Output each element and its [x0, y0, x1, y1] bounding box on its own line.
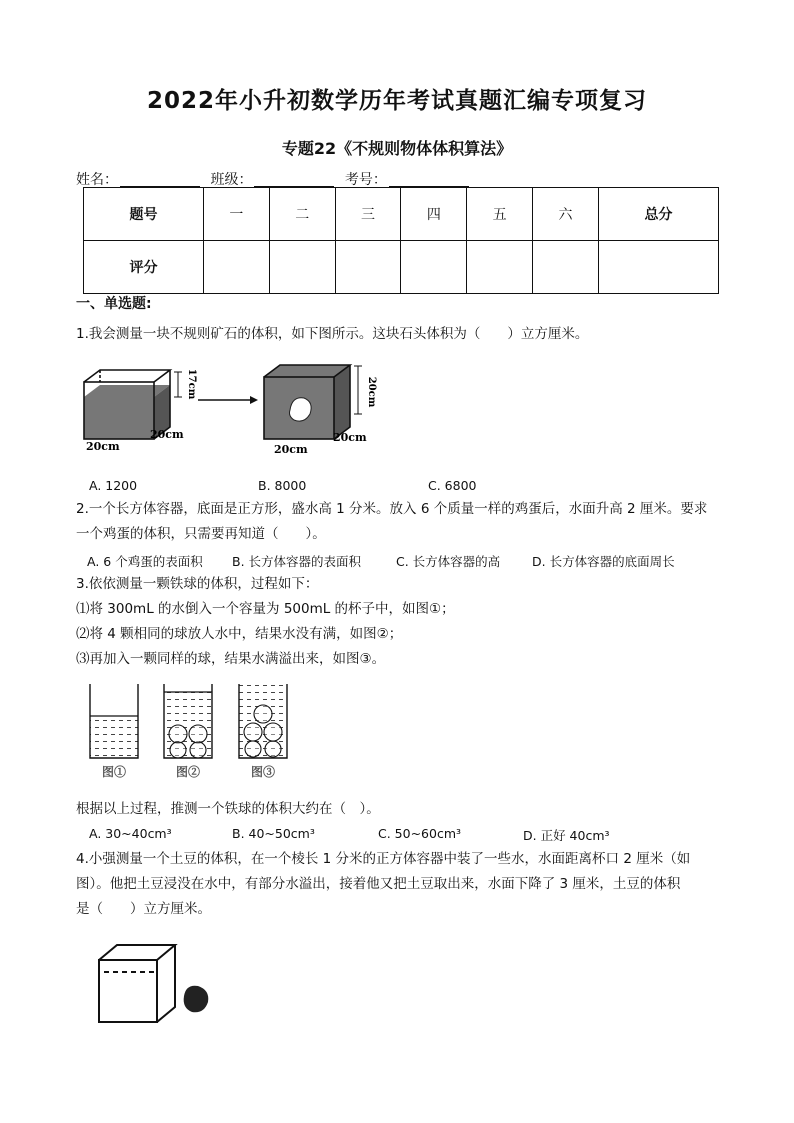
score-header-cell: 题号 [84, 188, 204, 241]
question-1-text: 1.我会测量一块不规则矿石的体积，如下图所示。这块石头体积为（ ）立方厘米。 [76, 326, 589, 342]
q2-option-b[interactable]: B. 长方体容器的表面积 [232, 554, 362, 569]
score-cell[interactable] [269, 241, 335, 294]
score-header-cell: 六 [533, 188, 599, 241]
question-3-line-1: 3.依依测量一颗铁球的体积，过程如下： [76, 576, 319, 592]
question-3-step-1: ⑴将 300mL 的水倒入一个容量为 500mL 的杯子中，如图①； [76, 601, 455, 617]
question-1-figure [78, 352, 378, 457]
page-title: 2022年小升初数学历年考试真题汇编专项复习 [146, 88, 647, 114]
question-4-line-1: 4.小强测量一个土豆的体积，在一个棱长 1 分米的正方体容器中装了一些水，水面距离杯口 2 厘米（如 [76, 851, 691, 867]
score-header-cell: 总分 [598, 188, 718, 241]
label-20cm-d1: 20cm [150, 428, 184, 441]
question-3-step-3: ⑶再加入一颗同样的球，结果水满溢出来，如图③。 [76, 651, 386, 667]
q3-option-a[interactable]: A. 30~40cm³ [89, 826, 172, 841]
exam-no-blank[interactable] [389, 171, 469, 187]
student-info [76, 169, 475, 189]
question-4-line-2: 图）。他把土豆浸没在水中，有部分水溢出，接着他又把土豆取出来，水面下降了 3 厘米，土豆的体积 [76, 876, 681, 892]
page-subtitle: 专题22《不规则物体体积算法》 [281, 139, 513, 158]
score-header-cell: 二 [269, 188, 335, 241]
dimension-20cm [354, 366, 362, 414]
q3-option-b[interactable]: B. 40~50cm³ [232, 826, 315, 841]
score-cell[interactable] [204, 241, 270, 294]
score-header-cell: 三 [335, 188, 401, 241]
cube-container [99, 945, 175, 1022]
class-label: 班级： [210, 172, 253, 188]
q2-option-d[interactable]: D. 长方体容器的底面周长 [532, 554, 675, 569]
q1-option-b[interactable]: B. 8000 [258, 478, 307, 493]
score-row-label: 评分 [84, 241, 204, 294]
question-3-step-2: ⑵将 4 颗相同的球放人水中，结果水没有满，如图②； [76, 626, 403, 642]
score-header-cell: 五 [467, 188, 533, 241]
score-cell[interactable] [598, 241, 718, 294]
fig-label-3: 图③ [250, 765, 276, 779]
score-header-cell: 四 [401, 188, 467, 241]
question-3-figure [86, 682, 296, 782]
section-heading: 一、单选题: [76, 296, 152, 312]
score-cell[interactable] [533, 241, 599, 294]
cup-1-water [90, 716, 138, 758]
score-cell[interactable] [467, 241, 533, 294]
score-table [83, 187, 719, 294]
label-20cm-d2: 20cm [333, 431, 367, 444]
dimension-17cm [174, 372, 182, 397]
q2-option-c[interactable]: C. 长方体容器的高 [396, 554, 501, 569]
q3-option-d[interactable]: D. 正好 40cm³ [523, 828, 610, 843]
q2-option-a[interactable]: A. 6 个鸡蛋的表面积 [87, 554, 203, 569]
name-blank[interactable] [120, 171, 200, 187]
arrow-icon [250, 396, 258, 404]
score-cell[interactable] [335, 241, 401, 294]
class-blank[interactable] [254, 171, 334, 187]
question-4-line-3: 是（ ）立方厘米。 [76, 901, 211, 917]
name-label: 姓名： [76, 172, 118, 188]
fig-label-2: 图② [175, 765, 201, 779]
question-3-conclusion: 根据以上过程，推测一个铁球的体积大约在（ ）。 [76, 801, 380, 817]
label-20cm-w2: 20cm [274, 443, 308, 456]
label-20cm-w1: 20cm [86, 440, 120, 453]
q1-option-c[interactable]: C. 6800 [428, 478, 477, 493]
stone-icon [290, 398, 312, 421]
score-table-header-row [84, 188, 719, 241]
question-2-line-1: 2.一个长方体容器，底面是正方形，盛水高 1 分米。放入 6 个质量一样的鸡蛋后，水面升高 2 厘米。要求 [76, 501, 708, 517]
potato-icon [184, 986, 209, 1013]
label-17cm: 17cm [186, 368, 197, 400]
score-cell[interactable] [401, 241, 467, 294]
question-4-figure [96, 940, 216, 1030]
label-20cm-h2: 20cm [366, 376, 377, 408]
exam-no-label: 考号： [344, 172, 387, 188]
q1-option-a[interactable]: A. 1200 [89, 478, 138, 493]
fig-label-1: 图① [101, 765, 127, 779]
water-body-1 [84, 397, 154, 439]
score-table-score-row [84, 241, 719, 294]
q3-option-c[interactable]: C. 50~60cm³ [378, 826, 462, 841]
question-2-line-2: 一个鸡蛋的体积，只需要再知道（ ）。 [76, 526, 326, 542]
score-header-cell: 一 [204, 188, 270, 241]
